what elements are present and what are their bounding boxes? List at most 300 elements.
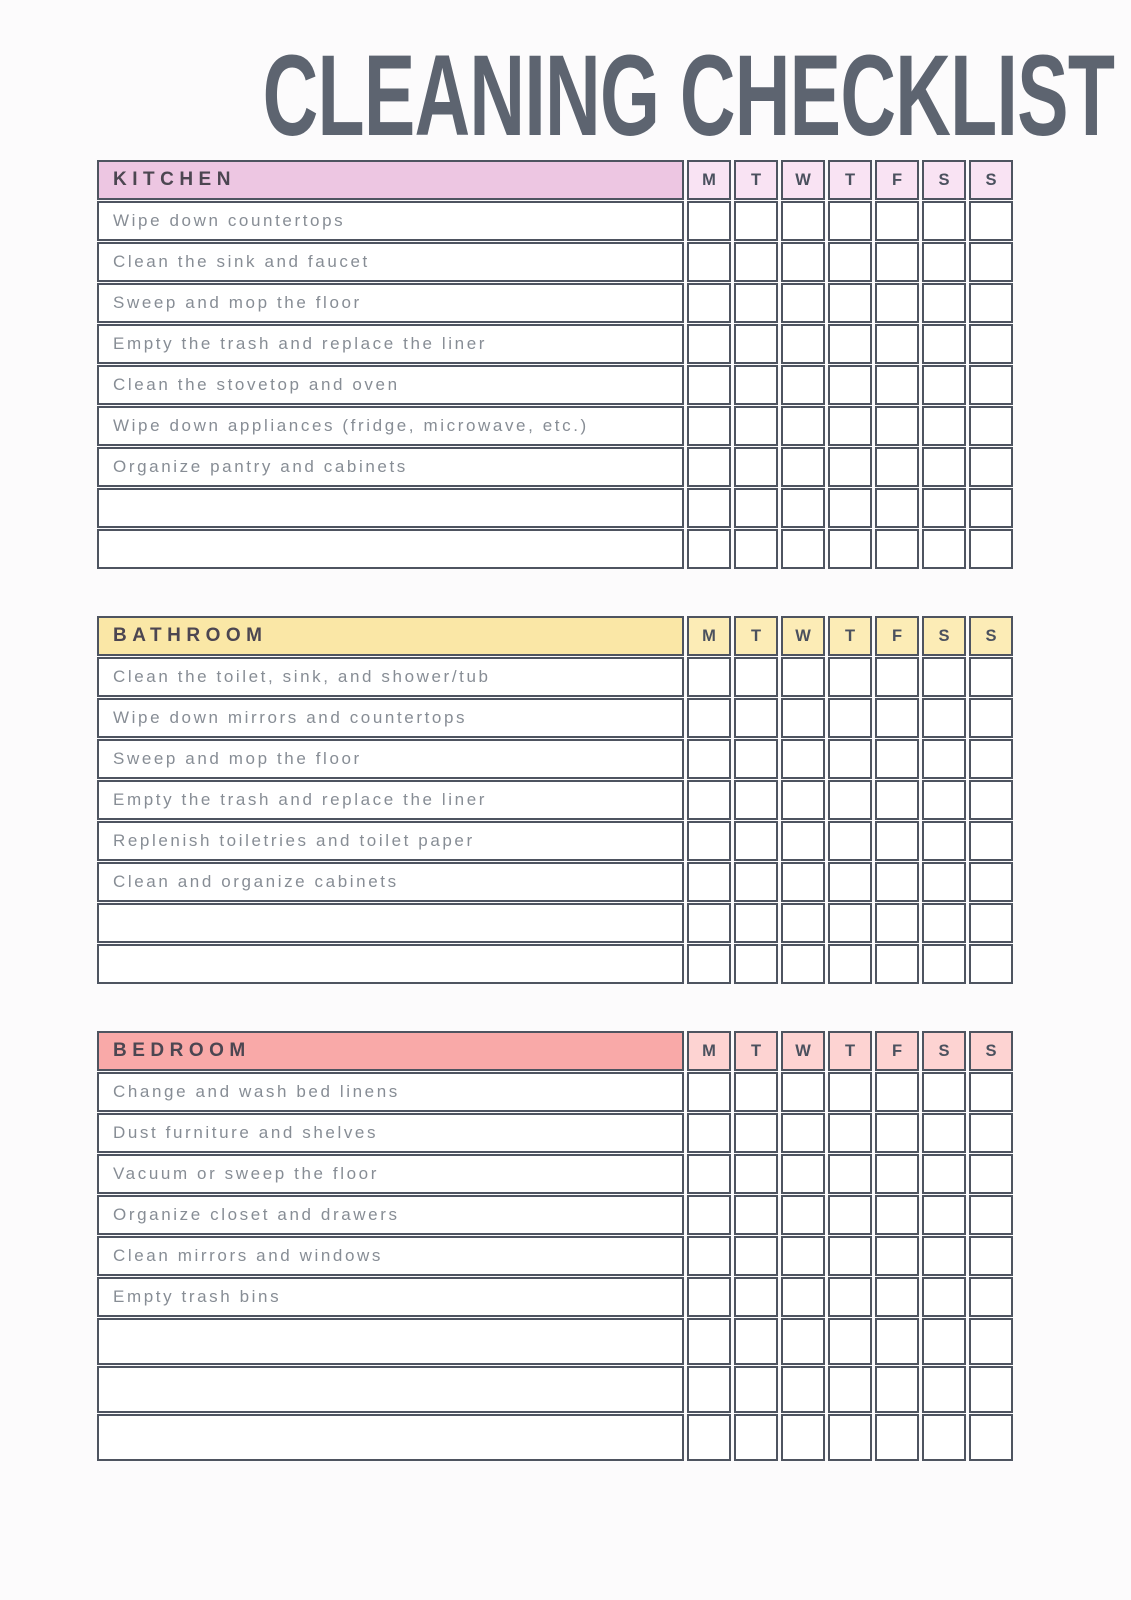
task-name-cell xyxy=(97,780,684,820)
checkbox-cell xyxy=(734,657,778,697)
checkbox-cell xyxy=(828,944,872,984)
checkbox-cell xyxy=(687,1366,731,1413)
checkbox-cell xyxy=(828,739,872,779)
checkbox-cell xyxy=(828,242,872,282)
empty-task-name-cell xyxy=(97,944,684,984)
page-header xyxy=(97,0,1115,161)
checkbox-cell xyxy=(828,1318,872,1365)
checkbox-cell xyxy=(969,1195,1013,1235)
day-letter: W xyxy=(795,1041,811,1060)
checkbox-cell xyxy=(734,447,778,487)
task-label: Sweep and mop the floor xyxy=(113,293,362,312)
checkbox-cell xyxy=(875,1236,919,1276)
checkbox-cell xyxy=(734,1113,778,1153)
day-header-cell xyxy=(687,616,731,656)
checkbox-cell xyxy=(781,1195,825,1235)
task-row xyxy=(97,821,1013,861)
day-letter: F xyxy=(891,170,903,189)
day-letter: M xyxy=(702,626,716,645)
section-name-label: BATHROOM xyxy=(113,625,268,646)
checkbox-cell xyxy=(922,780,966,820)
checkbox-cell xyxy=(687,365,731,405)
checkbox-cell xyxy=(969,862,1013,902)
day-letter: F xyxy=(891,626,903,645)
checkbox-cell xyxy=(687,447,731,487)
day-letter: S xyxy=(985,170,997,189)
day-header-cell xyxy=(875,1031,919,1071)
checkbox-cell xyxy=(781,821,825,861)
day-header-cell xyxy=(734,1031,778,1071)
day-header-cell xyxy=(734,616,778,656)
day-letter: S xyxy=(985,626,997,645)
checkbox-cell xyxy=(687,1318,731,1365)
checkbox-cell xyxy=(781,944,825,984)
checkbox-cell xyxy=(969,780,1013,820)
section-header-row xyxy=(97,616,1013,656)
checkbox-cell xyxy=(922,1195,966,1235)
checkbox-cell xyxy=(875,1318,919,1365)
task-row xyxy=(97,242,1013,282)
checkbox-cell xyxy=(687,488,731,528)
checkbox-cell xyxy=(781,903,825,943)
checkbox-cell xyxy=(781,1154,825,1194)
checkbox-cell xyxy=(687,862,731,902)
empty-row xyxy=(97,944,1013,984)
checkbox-cell xyxy=(875,406,919,446)
checkbox-cell xyxy=(734,406,778,446)
checkbox-cell xyxy=(687,324,731,364)
checkbox-cell xyxy=(875,862,919,902)
checkbox-cell xyxy=(969,821,1013,861)
checkbox-cell xyxy=(922,1072,966,1112)
checkbox-cell xyxy=(875,1277,919,1317)
checkbox-cell xyxy=(734,1366,778,1413)
checkbox-cell xyxy=(875,944,919,984)
checkbox-cell xyxy=(875,447,919,487)
checkbox-cell xyxy=(969,365,1013,405)
checkbox-cell xyxy=(687,780,731,820)
checkbox-cell xyxy=(922,1154,966,1194)
day-header-cell xyxy=(969,160,1013,200)
checkbox-cell xyxy=(922,1236,966,1276)
day-letter: T xyxy=(844,170,856,189)
checkbox-cell xyxy=(828,1366,872,1413)
checkbox-cell xyxy=(828,1236,872,1276)
day-header-cell xyxy=(922,160,966,200)
checkbox-cell xyxy=(828,1414,872,1461)
checkbox-cell xyxy=(687,739,731,779)
task-row xyxy=(97,1072,1013,1112)
checkbox-cell xyxy=(969,406,1013,446)
checkbox-cell xyxy=(781,657,825,697)
task-name-cell xyxy=(97,1236,684,1276)
section-name-label: BEDROOM xyxy=(113,1040,251,1061)
task-name-cell xyxy=(97,365,684,405)
task-name-cell xyxy=(97,324,684,364)
day-letter: W xyxy=(795,626,811,645)
checkbox-cell xyxy=(687,698,731,738)
checkbox-cell xyxy=(828,698,872,738)
day-header-cell xyxy=(875,616,919,656)
checkbox-cell xyxy=(734,1236,778,1276)
empty-task-name-cell xyxy=(97,1414,684,1461)
task-name-cell xyxy=(97,283,684,323)
task-label: Clean mirrors and windows xyxy=(113,1246,384,1265)
checkbox-cell xyxy=(828,1113,872,1153)
task-name-cell xyxy=(97,862,684,902)
checkbox-cell xyxy=(875,1366,919,1413)
checkbox-cell xyxy=(828,1195,872,1235)
day-header-cell xyxy=(969,1031,1013,1071)
checkbox-cell xyxy=(687,821,731,861)
task-row xyxy=(97,1154,1013,1194)
checkbox-cell xyxy=(781,283,825,323)
empty-task-name-cell xyxy=(97,903,684,943)
checkbox-cell xyxy=(828,862,872,902)
empty-task-name-cell xyxy=(97,1366,684,1413)
checkbox-cell xyxy=(875,1195,919,1235)
task-row xyxy=(97,739,1013,779)
task-row xyxy=(97,657,1013,697)
task-name-cell xyxy=(97,201,684,241)
section-name-label: KITCHEN xyxy=(113,169,236,190)
task-label: Wipe down countertops xyxy=(113,211,346,230)
checkbox-cell xyxy=(969,1113,1013,1153)
checkbox-cell xyxy=(969,1277,1013,1317)
checkbox-cell xyxy=(734,365,778,405)
task-label: Clean the sink and faucet xyxy=(113,252,370,271)
section-name-cell xyxy=(97,616,684,656)
checkbox-cell xyxy=(687,1277,731,1317)
task-row xyxy=(97,862,1013,902)
checkbox-cell xyxy=(781,1072,825,1112)
checkbox-cell xyxy=(828,903,872,943)
checkbox-cell xyxy=(687,657,731,697)
day-letter: T xyxy=(844,1041,856,1060)
checkbox-cell xyxy=(781,1414,825,1461)
section-bathroom xyxy=(97,616,1013,984)
day-letter: T xyxy=(844,626,856,645)
checkbox-cell xyxy=(734,283,778,323)
checkbox-cell xyxy=(734,1277,778,1317)
task-label: Dust furniture and shelves xyxy=(113,1123,379,1142)
checkbox-cell xyxy=(781,1113,825,1153)
empty-task-name-cell xyxy=(97,1318,684,1365)
day-letter: M xyxy=(702,170,716,189)
day-letter: T xyxy=(750,170,762,189)
task-name-cell xyxy=(97,657,684,697)
checkbox-cell xyxy=(922,698,966,738)
checkbox-cell xyxy=(922,1366,966,1413)
task-label: Clean the toilet, sink, and shower/tub xyxy=(113,667,491,686)
task-row xyxy=(97,447,1013,487)
checkbox-cell xyxy=(922,903,966,943)
checkbox-cell xyxy=(969,903,1013,943)
task-name-cell xyxy=(97,1195,684,1235)
checkbox-cell xyxy=(687,529,731,569)
empty-row xyxy=(97,1318,1013,1365)
task-label: Sweep and mop the floor xyxy=(113,749,362,768)
task-name-cell xyxy=(97,739,684,779)
checkbox-cell xyxy=(781,324,825,364)
checkbox-cell xyxy=(875,739,919,779)
day-letter: W xyxy=(795,170,811,189)
checkbox-cell xyxy=(734,324,778,364)
checkbox-cell xyxy=(922,944,966,984)
day-header-cell xyxy=(781,160,825,200)
task-label: Empty the trash and replace the liner xyxy=(113,334,488,353)
checkbox-cell xyxy=(781,780,825,820)
checkbox-cell xyxy=(734,201,778,241)
checkbox-cell xyxy=(922,862,966,902)
checkbox-cell xyxy=(734,821,778,861)
task-name-cell xyxy=(97,242,684,282)
checkbox-cell xyxy=(922,324,966,364)
task-name-cell xyxy=(97,698,684,738)
checkbox-cell xyxy=(828,201,872,241)
checkbox-cell xyxy=(781,529,825,569)
task-name-cell xyxy=(97,1154,684,1194)
checkbox-cell xyxy=(687,1195,731,1235)
task-label: Vacuum or sweep the floor xyxy=(113,1164,379,1183)
day-header-cell xyxy=(875,160,919,200)
day-letter: S xyxy=(985,1041,997,1060)
task-row xyxy=(97,365,1013,405)
checkbox-cell xyxy=(875,529,919,569)
checkbox-cell xyxy=(734,780,778,820)
day-letter: T xyxy=(750,1041,762,1060)
checkbox-cell xyxy=(781,488,825,528)
checkbox-cell xyxy=(969,324,1013,364)
task-row xyxy=(97,1236,1013,1276)
day-letter: S xyxy=(938,626,950,645)
day-header-cell xyxy=(828,1031,872,1071)
checkbox-cell xyxy=(687,406,731,446)
empty-row xyxy=(97,529,1013,569)
checkbox-cell xyxy=(922,1318,966,1365)
empty-row xyxy=(97,488,1013,528)
task-label: Clean the stovetop and oven xyxy=(113,375,400,394)
section-kitchen xyxy=(97,160,1013,569)
task-row xyxy=(97,698,1013,738)
checkbox-cell xyxy=(781,1277,825,1317)
section-header-row xyxy=(97,1031,1013,1071)
checkbox-cell xyxy=(969,529,1013,569)
checkbox-cell xyxy=(922,201,966,241)
checkbox-cell xyxy=(781,862,825,902)
checkbox-cell xyxy=(875,903,919,943)
checkbox-cell xyxy=(969,488,1013,528)
day-header-cell xyxy=(781,616,825,656)
checkbox-cell xyxy=(922,488,966,528)
checkbox-cell xyxy=(734,739,778,779)
checkbox-cell xyxy=(875,780,919,820)
task-label: Empty the trash and replace the liner xyxy=(113,790,488,809)
checkbox-cell xyxy=(969,201,1013,241)
checkbox-cell xyxy=(828,283,872,323)
task-row xyxy=(97,780,1013,820)
checkbox-cell xyxy=(922,1277,966,1317)
day-letter: F xyxy=(891,1041,903,1060)
day-letter: T xyxy=(750,626,762,645)
task-name-cell xyxy=(97,1277,684,1317)
checkbox-cell xyxy=(875,324,919,364)
checkbox-cell xyxy=(734,1154,778,1194)
checkbox-cell xyxy=(969,1236,1013,1276)
checkbox-cell xyxy=(875,1113,919,1153)
empty-task-name-cell xyxy=(97,488,684,528)
task-name-cell xyxy=(97,1113,684,1153)
task-label: Clean and organize cabinets xyxy=(113,872,399,891)
checkbox-cell xyxy=(734,1414,778,1461)
task-row xyxy=(97,324,1013,364)
checkbox-cell xyxy=(922,365,966,405)
checkbox-cell xyxy=(922,1414,966,1461)
checkbox-cell xyxy=(922,1113,966,1153)
empty-task-name-cell xyxy=(97,529,684,569)
checkbox-cell xyxy=(922,739,966,779)
checkbox-cell xyxy=(875,1414,919,1461)
checkbox-cell xyxy=(828,780,872,820)
checkbox-cell xyxy=(922,657,966,697)
day-header-cell xyxy=(922,616,966,656)
task-row xyxy=(97,1277,1013,1317)
checkbox-cell xyxy=(875,1072,919,1112)
day-letter: S xyxy=(938,170,950,189)
checkbox-cell xyxy=(969,1072,1013,1112)
checkbox-cell xyxy=(875,1154,919,1194)
checkbox-cell xyxy=(687,242,731,282)
checkbox-cell xyxy=(922,242,966,282)
checkbox-cell xyxy=(687,283,731,323)
day-header-cell xyxy=(687,1031,731,1071)
task-row xyxy=(97,1113,1013,1153)
day-header-cell xyxy=(781,1031,825,1071)
checkbox-cell xyxy=(828,1072,872,1112)
checkbox-cell xyxy=(828,406,872,446)
checkbox-cell xyxy=(781,698,825,738)
checkbox-cell xyxy=(922,406,966,446)
checkbox-cell xyxy=(781,1366,825,1413)
checklist-tables xyxy=(97,160,1013,1461)
checkbox-cell xyxy=(875,201,919,241)
day-header-cell xyxy=(687,160,731,200)
checkbox-cell xyxy=(969,242,1013,282)
checkbox-cell xyxy=(734,903,778,943)
checkbox-cell xyxy=(734,488,778,528)
checkbox-cell xyxy=(969,944,1013,984)
checkbox-cell xyxy=(734,862,778,902)
checkbox-cell xyxy=(875,821,919,861)
checkbox-cell xyxy=(969,1318,1013,1365)
task-label: Replenish toiletries and toilet paper xyxy=(113,831,475,850)
task-name-cell xyxy=(97,821,684,861)
empty-row xyxy=(97,903,1013,943)
checkbox-cell xyxy=(781,1318,825,1365)
task-label: Change and wash bed linens xyxy=(113,1082,400,1101)
day-header-cell xyxy=(828,616,872,656)
section-name-cell xyxy=(97,160,684,200)
checkbox-cell xyxy=(875,242,919,282)
day-header-cell xyxy=(969,616,1013,656)
task-row xyxy=(97,283,1013,323)
day-header-cell xyxy=(734,160,778,200)
checkbox-cell xyxy=(828,488,872,528)
section-name-cell xyxy=(97,1031,684,1071)
task-name-cell xyxy=(97,1072,684,1112)
checkbox-cell xyxy=(734,944,778,984)
task-row xyxy=(97,1195,1013,1235)
task-label: Wipe down appliances (fridge, microwave, etc.) xyxy=(113,416,589,435)
checkbox-cell xyxy=(828,1277,872,1317)
checkbox-cell xyxy=(781,447,825,487)
checkbox-cell xyxy=(828,529,872,569)
checkbox-cell xyxy=(828,657,872,697)
checkbox-cell xyxy=(875,488,919,528)
checkbox-cell xyxy=(922,283,966,323)
checkbox-cell xyxy=(875,283,919,323)
empty-row xyxy=(97,1414,1013,1461)
task-label: Wipe down mirrors and countertops xyxy=(113,708,468,727)
checkbox-cell xyxy=(875,698,919,738)
checkbox-cell xyxy=(969,1154,1013,1194)
checkbox-cell xyxy=(922,821,966,861)
section-bedroom xyxy=(97,1031,1013,1461)
checkbox-cell xyxy=(828,365,872,405)
page-title: CLEANING CHECKLIST xyxy=(262,30,1115,161)
checkbox-cell xyxy=(781,406,825,446)
checkbox-cell xyxy=(781,1236,825,1276)
checkbox-cell xyxy=(969,447,1013,487)
checkbox-cell xyxy=(781,365,825,405)
checkbox-cell xyxy=(687,1072,731,1112)
checkbox-cell xyxy=(781,201,825,241)
checkbox-cell xyxy=(828,447,872,487)
section-header-row xyxy=(97,160,1013,200)
task-name-cell xyxy=(97,447,684,487)
checkbox-cell xyxy=(734,1195,778,1235)
checkbox-cell xyxy=(687,903,731,943)
day-header-cell xyxy=(828,160,872,200)
checkbox-cell xyxy=(734,1072,778,1112)
checkbox-cell xyxy=(687,944,731,984)
day-header-cell xyxy=(922,1031,966,1071)
empty-row xyxy=(97,1366,1013,1413)
checkbox-cell xyxy=(828,324,872,364)
checkbox-cell xyxy=(922,529,966,569)
checkbox-cell xyxy=(875,657,919,697)
task-row xyxy=(97,406,1013,446)
checkbox-cell xyxy=(687,1113,731,1153)
checkbox-cell xyxy=(734,529,778,569)
checkbox-cell xyxy=(922,447,966,487)
checkbox-cell xyxy=(687,1236,731,1276)
checkbox-cell xyxy=(828,821,872,861)
checkbox-cell xyxy=(969,1366,1013,1413)
day-letter: S xyxy=(938,1041,950,1060)
task-label: Organize pantry and cabinets xyxy=(113,457,408,476)
checkbox-cell xyxy=(969,657,1013,697)
checkbox-cell xyxy=(734,1318,778,1365)
checkbox-cell xyxy=(969,739,1013,779)
checkbox-cell xyxy=(969,698,1013,738)
checkbox-cell xyxy=(828,1154,872,1194)
checkbox-cell xyxy=(687,201,731,241)
task-label: Organize closet and drawers xyxy=(113,1205,400,1224)
checkbox-cell xyxy=(687,1414,731,1461)
task-row xyxy=(97,201,1013,241)
checkbox-cell xyxy=(969,283,1013,323)
